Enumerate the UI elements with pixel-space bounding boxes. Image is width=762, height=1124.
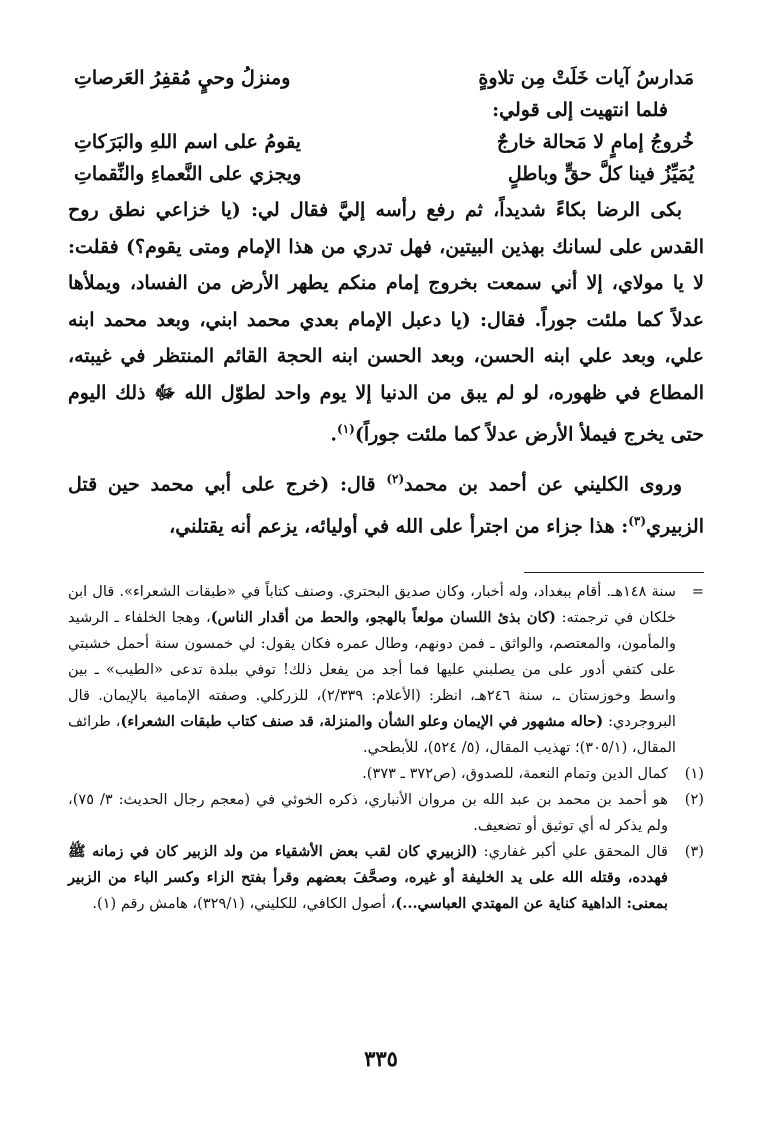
footnote-3-body: [68, 839, 668, 917]
footnote-2-text: هو أحمد بن محمد بن عبد الله بن مروان الأنباري، ذكره الخوئي في (معجم رجال الحديث: ٣/ ٧٥)، ولم يذكر له أي توثيق أو تضعيف.: [68, 791, 668, 835]
poem-verse-3: [68, 158, 704, 190]
footnote-ref-1: (١): [337, 422, 355, 436]
page-number: ٣٣٥: [364, 1046, 398, 1071]
verse-3-first-hemistich: يُمَيِّزُ فينا كلَّ حقٍّ وباطلٍ: [507, 163, 694, 185]
continuation-quote-1: (كان بذئ اللسان مولعاً بالهجو، والحط من أقدار الناس): [210, 609, 556, 627]
footnote-3: [68, 839, 704, 917]
footnote-1-number: (١): [684, 765, 704, 783]
footnote-1-text: كمال الدين وتمام النعمة، للصدوق، (ص٣٧٢ ـ ٣٧٣).: [362, 765, 668, 783]
footnote-1: [68, 761, 704, 787]
verse-3-second-hemistich: ويجزي على النَّعماءِ والنِّقماتِ: [74, 163, 302, 185]
poem-verse-2: [68, 126, 704, 158]
verse-2-second-hemistich: يقومُ على اسم اللهِ والبَرَكاتِ: [74, 131, 301, 153]
paragraph-1-text: بكى الرضا بكاءً شديداً، ثم رفع رأسه إليَّ فقال لي: (يا خزاعي نطق روح القدس على لسانك بهذين البيتين، فهل تدري من هذا الإمام ومتى يقوم؟) فقلت: لا يا مولاي، إلا أني سمعت بخروج إمام منكم يطهر الأرض من الفساد، ويملأها عدلاً كما ملئت جوراً. فقال: (يا دعبل الإمام بعدي محمد ابني، وبعد محمد ابنه علي، وبعد علي ابنه الحسن، وبعد الحسن ابنه الحجة القائم المنتظر في غيبته، المطاع في ظهوره، لو لم يبق من الدنيا إلا يوم واحد لطوّل الله ﷻ ذلك اليوم حتى يخرج فيملأ الأرض عدلاً كما ملئت جوراً): [68, 199, 704, 446]
footnote-2: [68, 787, 704, 839]
footnote-divider: [524, 572, 704, 573]
continuation-marker: =: [691, 583, 704, 601]
footnote-ref-2: (٢): [386, 471, 405, 486]
poem-intro: فلما انتهيت إلى قولي:: [492, 99, 668, 121]
verse-1-second-hemistich: ومنزلُ وحيٍ مُقفِرُ العَرصاتِ: [74, 67, 291, 89]
continuation-quote-2: (حاله مشهور في الإيمان وعلو الشأن والمنزلة، قد صنف كتاب طبقات الشعراء): [120, 713, 604, 731]
continuation-text-c: ، وهجا الخلفاء ـ الرشيد والمأمون، والمعتصم، والواثق ـ فمن دونهم، وطال عمره فكان يقول: لي خمسون سنة أحمل خشبتي على كتفي أدور على من يصلبني عليها فما أجد من يفعل ذلك! توفي ببلدة تدعى «الطيب» ـ بين واسط وخوزستان ـ، سنة ٢٤٦هـ، انظر: (الأعلام: ٢/٣٣٩)، للزركلي. وصفته الإمامية بالإيمان. قال البروجردي:: [68, 609, 676, 731]
verse-2-first-hemistich: خُروجُ إمامٍ لا مَحالة خارجٌ: [496, 131, 694, 153]
footnote-3-text-c: ، أصول الكافي، للكليني، (٣٢٩/١)، هامش رقم (١).: [92, 895, 396, 913]
footnote-3-quote: (الزبيري كان لقب بعض الأشقياء من ولد الزبير كان في زمانه ﷺ فهدده، وقتله الله على يد الخليفة أو غيره، وصحَّفَ بعضهم وقرأ بفتح الزاء وكسر الباء من الزبير بمعنى: الداهية كناية عن المهتدي العباسي...): [68, 843, 668, 913]
body-paragraph-2: [68, 461, 704, 545]
body-paragraph-1: بكى الرضا بكاءً شديداً، ثم رفع رأسه إليَّ فقال لي: (يا خزاعي نطق روح القدس على لسانك بهذين البيتين، فهل تدري من هذا الإمام ومتى يقوم؟) فقلت: لا يا مولاي، إلا أني سمعت بخروج إمام منكم يطهر الأرض من الفساد، ويملأها عدلاً كما ملئت جوراً. فقال: (يا دعبل الإمام بعدي محمد ابني، وبعد محمد ابنه علي، وبعد علي ابنه الحسن، وبعد الحسن ابنه الحجة القائم المنتظر في غيبته، المطاع في ظهوره، لو لم يبق من الدنيا إلا يوم واحد لطوّل الله ﷻ ذلك اليوم حتى يخرج فيملأ الأرض عدلاً كما ملئت جوراً)$^{(١)}$.: [68, 199, 704, 446]
paragraph-2-text-c: : هذا جزاء من اجترأ على الله في أوليائه، يزعم أنه يقتلني،: [169, 514, 629, 537]
continuation-text-a: سنة ١٤٨هـ. أقام ببغداد، وله أخبار، وكان صديق البحتري. وصنف كتاباً في «طبقات الشعراء». قال ابن خلكان في ترجمته:: [68, 583, 676, 627]
poem-verse-1: [68, 62, 704, 94]
paragraph-2-text-b: قال: (خرج على أبي محمد حين قتل الزبيري: [68, 473, 704, 537]
footnote-ref-3: (٣): [628, 513, 647, 528]
paragraph-2-text-a: وروى الكليني عن أحمد بن محمد: [404, 473, 682, 496]
footnote-continuation: [68, 579, 704, 761]
continuation-text-e: ، طرائف المقال، (٣٠٥/١)؛ تهذيب المقال، (٥/ ٥٢٤)، للأبطحي.: [68, 713, 676, 757]
footnote-3-text-a: قال المحقق علي أكبر غفاري:: [477, 843, 668, 861]
page-content: [68, 62, 704, 917]
footnote-3-number: (٣): [684, 843, 704, 861]
verse-1-first-hemistich: مَدارسُ آيات خَلَتْ مِن تلاوةٍ: [478, 67, 694, 89]
footnote-2-number: (٢): [684, 791, 704, 809]
